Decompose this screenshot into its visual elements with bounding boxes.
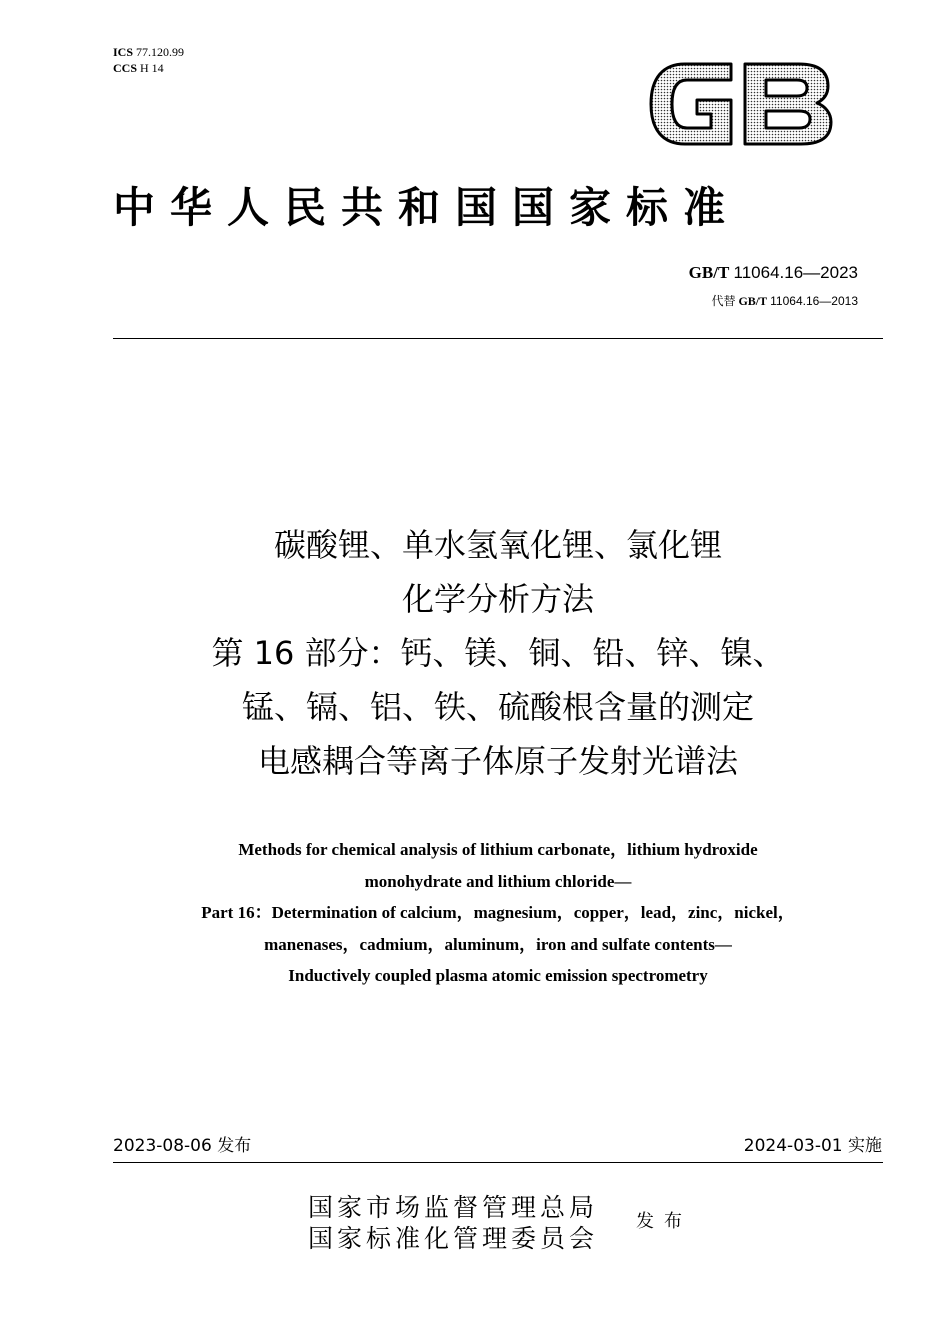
replaces-standard <box>711 293 858 309</box>
english-title-line: manenases，cadmium，aluminum，iron and sulfate contents— <box>264 934 732 954</box>
implementation-date-value: 2024-03-01 <box>743 1136 843 1156</box>
chinese-title-line: 锰、镉、铝、铁、硫酸根含量的测定 <box>241 688 754 726</box>
footer-divider <box>113 1162 883 1163</box>
chinese-title-line: 碳酸锂、单水氢氧化锂、氯化锂 <box>273 526 722 564</box>
issuer-line: 国家标准化管理委员会 <box>308 1224 599 1253</box>
ics-value: 77.120.99 <box>136 45 185 59</box>
implementation-date-label: 实施 <box>848 1136 882 1156</box>
issue-action: 发布 <box>636 1211 692 1232</box>
ccs-label: CCS <box>113 61 138 75</box>
implementation-date <box>744 1134 882 1158</box>
issuing-authorities <box>308 1192 598 1254</box>
ccs-code <box>113 60 184 76</box>
english-title-line: monohydrate and lithium chloride— <box>364 871 632 891</box>
ccs-value: H 14 <box>140 61 164 75</box>
standard-number-value: 11064.16—2023 <box>733 263 858 282</box>
classification-codes <box>113 44 184 76</box>
chinese-title-line: 电感耦合等离子体原子发射光谱法 <box>257 742 738 780</box>
gb-logo-text: GB <box>740 118 742 119</box>
replaces-prefix: GB/T <box>738 294 768 308</box>
ics-label: ICS <box>113 45 134 59</box>
issue-date-label: 发布 <box>217 1136 252 1156</box>
english-title-line: Methods for chemical analysis of lithium carbonate，lithium hydroxide <box>238 840 758 859</box>
issuer-line: 国家市场监督管理总局 <box>308 1193 599 1222</box>
standard-prefix: GB/T <box>688 263 730 282</box>
english-title <box>113 834 883 992</box>
chinese-title-line: 第 16 部分：钙、镁、铜、铅、锌、镍、 <box>211 634 785 672</box>
chinese-title-line: 化学分析方法 <box>401 580 594 618</box>
chinese-title <box>113 518 883 788</box>
english-title-line: Inductively coupled plasma atomic emission spectrometry <box>288 966 708 985</box>
gb-logo-icon <box>645 58 835 150</box>
issue-date-value: 2023-08-06 <box>113 1136 212 1156</box>
standard-number <box>689 262 858 284</box>
replaces-label: 代替 <box>711 294 736 308</box>
national-standard-heading: 中华人民共和国国家标准 <box>113 183 741 232</box>
header-divider <box>113 338 883 339</box>
replaces-number: 11064.16—2013 <box>770 294 858 308</box>
english-title-line: Part 16：Determination of calcium，magnesium，copper，lead，zinc，nickel， <box>201 903 795 922</box>
ics-code <box>113 44 184 60</box>
issue-date <box>113 1134 251 1158</box>
